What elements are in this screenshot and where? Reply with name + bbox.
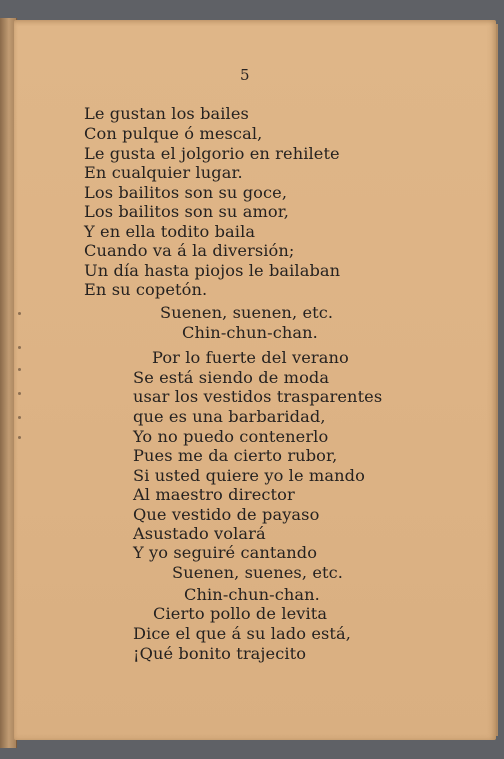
refrain-line: Suenen, suenes, etc.	[172, 563, 344, 582]
verse-line: Asustado volará	[133, 524, 266, 543]
verse-line: Cuando va á la diversión;	[84, 241, 295, 260]
verse-line: Y en ella todito baila	[84, 222, 256, 241]
verse-line: que es una barbaridad,	[133, 407, 326, 426]
verse-line: Un día hasta piojos le bailaban	[84, 261, 341, 280]
verse-line: Que vestido de payaso	[133, 505, 320, 524]
verse-line: Cierto pollo de levita	[153, 604, 328, 623]
margin-marks	[18, 312, 24, 442]
verse-line: Se está siendo de moda	[133, 368, 330, 387]
page-number: 5	[240, 66, 250, 84]
verse-line: Dice el que á su lado está,	[133, 624, 352, 643]
refrain-line: Chin-chun-chan.	[182, 323, 318, 342]
verse-line: Le gusta el jolgorio en rehilete	[84, 144, 340, 163]
verse-line: Y yo seguiré cantando	[133, 543, 318, 562]
page-edge	[496, 24, 498, 736]
verse-line: Con pulque ó mescal,	[84, 124, 263, 143]
verse-line: En su copetón.	[84, 280, 208, 299]
verse-line: Le gustan los bailes	[84, 104, 249, 123]
verse-line: Si usted quiere yo le mando	[133, 466, 365, 485]
verse-line: En cualquier lugar.	[84, 163, 243, 182]
refrain-line: Chin-chun-chan.	[184, 585, 320, 604]
verse-line: Por lo fuerte del verano	[152, 348, 349, 367]
verse-line: usar los vestidos trasparentes	[133, 387, 383, 406]
refrain-line: Suenen, suenen, etc.	[160, 303, 334, 322]
verse-line: Al maestro director	[133, 485, 295, 504]
verse-line: Yo no puedo contenerlo	[133, 427, 329, 446]
verse-line: Los bailitos son su amor,	[84, 202, 290, 221]
verse-line: Los bailitos son su goce,	[84, 183, 288, 202]
verse-line: Pues me da cierto rubor,	[133, 446, 338, 465]
verse-line: ¡Qué bonito trajecito	[133, 644, 307, 663]
